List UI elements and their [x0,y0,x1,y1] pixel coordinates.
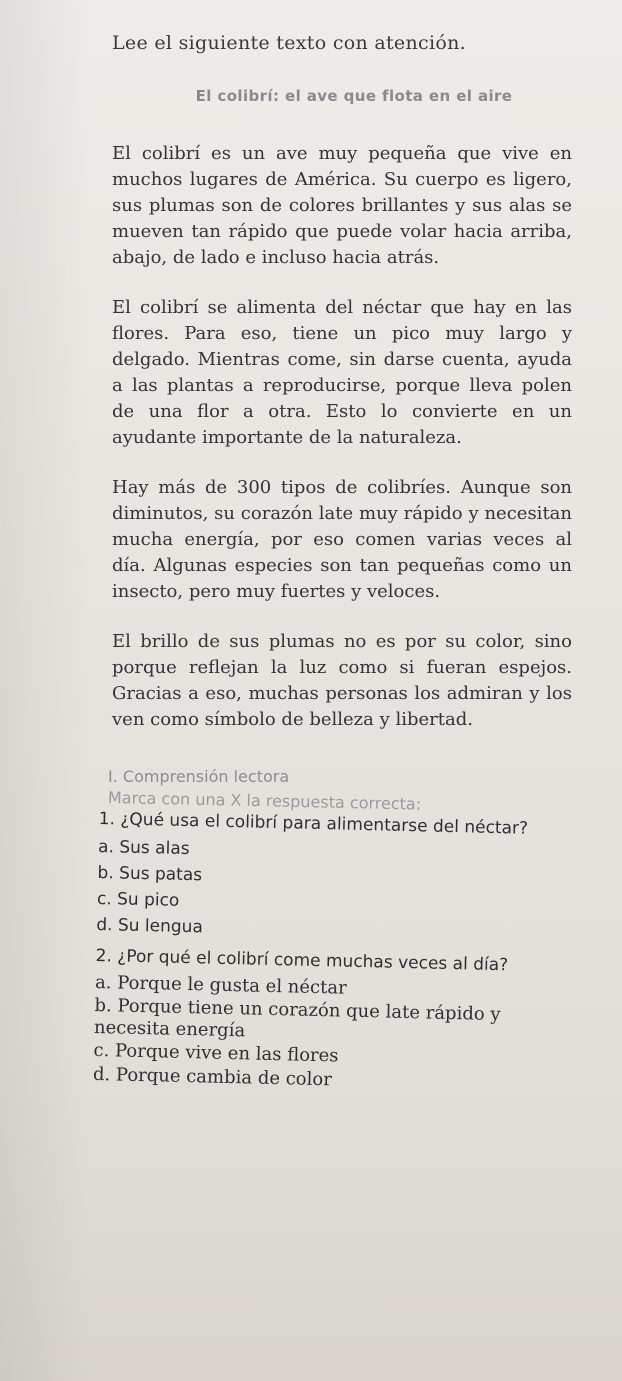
instruction-text: Lee el siguiente texto con atención. [112,32,466,54]
section-instruction: Marca con una X la respuesta correcta: [107,788,422,814]
questions-block [93,809,569,1098]
question-2-option-b[interactable]: b. Porque tiene un corazón que late rápido y necesita energía [93,994,501,1042]
question-2-option-d[interactable]: d. Porque cambia de color [92,1063,333,1091]
question-2: 2. ¿Por qué el colibrí come muchas veces al día? [95,945,509,976]
paragraph-4: El brillo de sus plumas no es por su color, sino porque reflejan la luz como si fueran espejos. Gracias a eso, muchas personas los admiran y los ven como símbolo de belleza y libertad. [112,631,572,730]
question-2-option-a[interactable]: a. Porque le gusta el néctar [94,971,347,999]
question-1-option-b[interactable]: b. Sus patas [97,862,203,886]
question-1-options [96,834,568,949]
paragraph-1: El colibrí es un ave muy pequeña que vive en muchos lugares de América. Su cuerpo es ligero, sus plumas son de colores brillantes y sus alas se mueven tan rápido que puede volar hacia arriba, abajo, de lado e incluso hacia atrás. [112,143,572,268]
page-shadow [0,0,90,1381]
worksheet-content [92,32,572,1091]
question-1-option-a[interactable]: a. Sus alas [97,836,190,860]
question-1-option-d[interactable]: d. Su lengua [96,914,204,938]
paragraph-2: El colibrí se alimenta del néctar que hay en las flores. Para eso, tiene un pico muy largo y delgado. Mientras come, sin darse cuenta, ayuda a las plantas a reproducirse, porque lleva polen de una flor a otra. Esto lo convierte en un ayudante importante de la naturaleza. [112,297,572,448]
section-title: I. Comprensión lectora [108,767,290,786]
paragraph-3: Hay más de 300 tipos de colibríes. Aunque son diminutos, su corazón late muy rápido y necesitan mucha energía, por eso comen varias veces al día. Algunas especies son tan pequeñas como un insecto, pero muy fuertes y veloces. [112,477,572,602]
question-2-options [93,971,566,1098]
question-2-option-c[interactable]: c. Porque vive en las flores [93,1039,339,1067]
reading-title: El colibrí: el ave que flota en el aire [195,87,513,105]
question-1: 1. ¿Qué usa el colibrí para alimentarse del néctar? [98,809,529,839]
question-1-option-c[interactable]: c. Su pico [96,888,180,911]
